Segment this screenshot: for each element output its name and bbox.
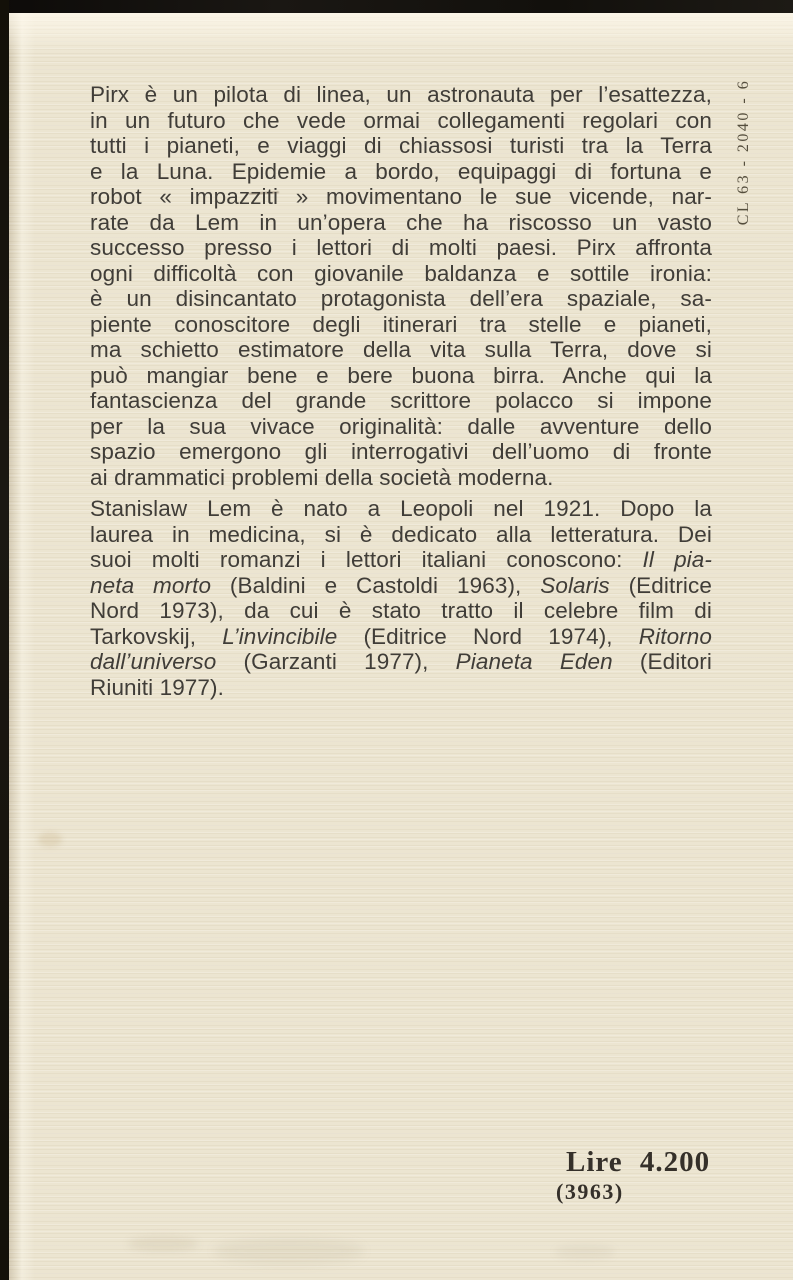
text-segment: ma schietto estimatore della vita sulla Terra, dove si bbox=[90, 337, 712, 362]
text-segment: successo presso i lettori di molti paesi. Pirx affronta bbox=[90, 235, 712, 260]
text-line bbox=[90, 184, 712, 210]
text-line bbox=[90, 82, 712, 108]
book-title-italic: neta morto bbox=[90, 572, 212, 598]
text-segment: (Editrice Nord 1974), bbox=[337, 623, 639, 649]
text-line bbox=[90, 133, 712, 159]
text-line bbox=[90, 573, 712, 599]
text-segment: (Garzanti 1977), bbox=[216, 649, 456, 674]
text-segment: piente conoscitore degli itinerari tra stelle e pianeti, bbox=[90, 311, 712, 337]
text-segment: spazio emergono gli interrogativi dell’uomo di fronte bbox=[90, 439, 712, 464]
text-segment: robot « impazziti » movimentano le sue vicende, nar- bbox=[90, 184, 712, 209]
text-line bbox=[90, 261, 712, 287]
text-segment: per la sua vivace originalità: dalle avventure dello bbox=[90, 413, 712, 439]
text-line bbox=[90, 210, 712, 236]
text-segment: Pirx è un pilota di linea, un astronauta per l’esattezza, bbox=[90, 82, 712, 107]
text-line bbox=[90, 675, 712, 701]
text-line bbox=[90, 235, 712, 261]
back-cover-blurb bbox=[90, 82, 712, 700]
text-segment: Nord 1973), da cui è stato tratto il celebre film di bbox=[90, 598, 712, 623]
text-segment: Riuniti 1977). bbox=[90, 674, 224, 700]
text-segment: Stanislaw Lem è nato a Leopoli nel 1921. Dopo la bbox=[90, 496, 712, 521]
text-line bbox=[90, 649, 712, 675]
text-line bbox=[90, 547, 712, 573]
text-segment: tutti i pianeti, e viaggi di chiassosi turisti tra la Terra bbox=[90, 133, 712, 158]
text-segment: in un futuro che vede ormai collegamenti regolari con bbox=[90, 107, 712, 133]
text-segment: (Editori bbox=[612, 649, 713, 674]
text-line bbox=[90, 108, 712, 134]
text-line bbox=[90, 598, 712, 624]
text-segment: rate da Lem in un’opera che ha riscosso un vasto bbox=[90, 209, 712, 235]
book-title-italic: Il pia- bbox=[642, 547, 712, 572]
text-line bbox=[90, 496, 712, 522]
text-segment: è un disincantato protagonista dell’era spaziale, sa- bbox=[90, 286, 712, 311]
blurb-paragraph bbox=[90, 496, 712, 700]
catalog-number: (3963) bbox=[556, 1179, 624, 1204]
text-segment: Tarkovskij, bbox=[90, 623, 223, 649]
text-line bbox=[90, 286, 712, 312]
series-code-vertical: CL 63 - 2040 - 6 bbox=[735, 78, 752, 226]
text-line bbox=[90, 439, 712, 465]
price-label: Lire 4.200 bbox=[566, 1146, 711, 1178]
text-line bbox=[90, 363, 712, 389]
text-segment: laurea in medicina, si è dedicato alla letteratura. Dei bbox=[90, 521, 712, 547]
text-line bbox=[90, 337, 712, 363]
text-segment: può mangiar bene e bere buona birra. Anche qui la bbox=[90, 362, 712, 388]
text-segment: ai drammatici problemi della società moderna. bbox=[90, 464, 554, 490]
text-segment: suoi molti romanzi i lettori italiani conoscono: bbox=[90, 547, 643, 572]
text-line bbox=[90, 522, 712, 548]
text-line bbox=[90, 159, 712, 185]
scan-edge-top bbox=[0, 0, 793, 13]
book-title-italic: Ritorno bbox=[638, 623, 712, 649]
text-line bbox=[90, 624, 712, 650]
book-title-italic: Solaris bbox=[540, 572, 610, 598]
text-segment: fantascienza del grande scrittore polacco si impone bbox=[90, 388, 712, 413]
text-segment: ogni difficoltà con giovanile baldanza e sottile ironia: bbox=[90, 260, 712, 286]
text-segment: (Baldini e Castoldi 1963), bbox=[211, 572, 541, 598]
book-title-italic: dall’universo bbox=[90, 649, 217, 674]
scan-edge-left bbox=[0, 0, 9, 1280]
text-segment: e la Luna. Epidemie a bordo, equipaggi di fortuna e bbox=[90, 158, 712, 184]
book-title-italic: Pianeta Eden bbox=[455, 649, 613, 674]
blurb-paragraph bbox=[90, 82, 712, 490]
text-segment: (Editrice bbox=[609, 572, 712, 598]
text-line bbox=[90, 414, 712, 440]
text-line bbox=[90, 465, 712, 491]
text-line bbox=[90, 312, 712, 338]
book-title-italic: L’invincibile bbox=[222, 623, 338, 649]
text-line bbox=[90, 388, 712, 414]
